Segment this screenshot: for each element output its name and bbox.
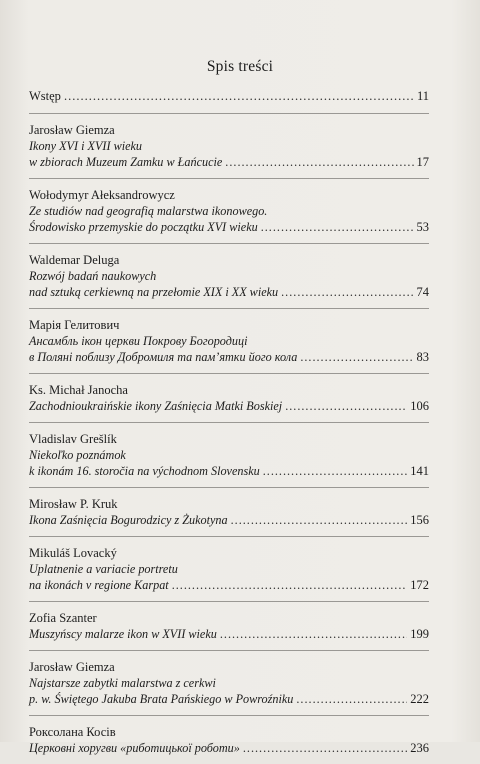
- entry-title-text: Ze studiów nad geografią malarstwa ikonowego.: [29, 204, 268, 218]
- entry-title-text: Zachodnioukraińskie ikony Zaśnięcia Matki Boskiej: [29, 399, 283, 413]
- entry-title-text: Wstęp: [29, 89, 61, 103]
- dot-leader: [261, 219, 414, 235]
- table-of-contents: [29, 88, 429, 764]
- entry-title-text: Ikona Zaśnięcia Bogurodzicy z Żukotyna: [29, 513, 228, 527]
- page-number: 236: [410, 741, 429, 755]
- page-number: 74: [416, 285, 429, 299]
- entry-title-line: [29, 268, 429, 284]
- toc-entry[interactable]: [29, 179, 429, 243]
- entry-title-text: Ikony XVI i XVII wieku: [29, 139, 143, 153]
- entry-title-line: [29, 398, 429, 414]
- page-number: 141: [410, 464, 429, 478]
- toc-entry[interactable]: [29, 651, 429, 715]
- toc-entry[interactable]: [29, 488, 429, 536]
- entry-author: Jarosław Giemza: [29, 660, 115, 674]
- entry-title-line: [29, 447, 429, 463]
- entry-title-line: [29, 740, 429, 756]
- toc-entry[interactable]: [29, 114, 429, 178]
- entry-title-line: [29, 463, 429, 479]
- page-number: 172: [410, 578, 429, 592]
- entry-title-text: Uplatnenie a variacie portretu: [29, 562, 178, 576]
- page-number: 11: [416, 89, 429, 103]
- entry-title-line: [29, 691, 429, 707]
- entry-title-line: [29, 626, 429, 642]
- dot-leader: [263, 463, 408, 479]
- page-number: 83: [416, 350, 429, 364]
- dot-leader: [243, 740, 407, 756]
- page-number: 156: [410, 513, 429, 527]
- toc-entry[interactable]: [29, 244, 429, 308]
- dot-leader: [172, 577, 408, 593]
- entry-title-line: [29, 512, 429, 528]
- entry-title-line: [29, 219, 429, 235]
- page-number: 199: [410, 627, 429, 641]
- entry-author: Wołodymyr Ałeksandrowycz: [29, 188, 175, 202]
- entry-title-text: Церковні хоругви «риботицької роботи»: [29, 741, 240, 755]
- entry-author: Jarosław Giemza: [29, 123, 115, 137]
- entry-author: Mirosław P. Kruk: [29, 497, 118, 511]
- dot-leader: [296, 691, 407, 707]
- entry-title-line: [29, 154, 429, 170]
- entry-title-text: в Поляні поблизу Добромиля та пам’ятки його кола: [29, 350, 298, 364]
- page-number: 106: [410, 399, 429, 413]
- entry-title-text: p. w. Świętego Jakuba Brata Pańskiego w Powroźniku: [29, 692, 294, 706]
- entry-title-text: Rozwój badań naukowych: [29, 269, 157, 283]
- entry-title-text: nad sztuką cerkiewną na przełomie XIX i XX wieku: [29, 285, 279, 299]
- dot-leader: [225, 154, 413, 170]
- entry-title-line: [29, 203, 429, 219]
- entry-title-line: [29, 284, 429, 300]
- entry-author: Марія Гелитович: [29, 318, 120, 332]
- entry-author: Waldemar Deluga: [29, 253, 120, 267]
- dot-leader: [64, 88, 414, 104]
- dot-leader: [220, 626, 407, 642]
- entry-title-text: na ikonách v regione Karpat: [29, 578, 169, 592]
- entry-title-text: w zbiorach Muzeum Zamku w Łańcucie: [29, 155, 223, 169]
- dot-leader: [281, 284, 413, 300]
- toc-entry[interactable]: [29, 374, 429, 422]
- toc-entry[interactable]: [29, 423, 429, 487]
- toc-entry[interactable]: [29, 309, 429, 373]
- toc-entry[interactable]: [29, 537, 429, 601]
- dot-leader: [300, 349, 413, 365]
- entry-title-text: Muszyńscy malarze ikon w XVII wieku: [29, 627, 217, 641]
- entry-title-line: [29, 138, 429, 154]
- entry-title-text: Ансамбль ікон церкви Покрову Богородиці: [29, 334, 248, 348]
- toc-entry[interactable]: [29, 88, 429, 113]
- entry-author: Роксолана Косів: [29, 725, 116, 739]
- page-number: 222: [410, 692, 429, 706]
- entry-title-text: Najstarsze zabytki malarstwa z cerkwi: [29, 676, 216, 690]
- entry-title-text: k ikonám 16. storočia na východnom Slovensku: [29, 464, 260, 478]
- entry-title-line: [29, 577, 429, 593]
- entry-author: Vladislav Grešlík: [29, 432, 117, 446]
- entry-title-text: Niekoľko poznámok: [29, 448, 126, 462]
- page-title: Spis treści: [206, 58, 274, 75]
- entry-title-text: Środowisko przemyskie do początku XVI wieku: [29, 220, 258, 234]
- dot-leader: [231, 512, 408, 528]
- toc-entry[interactable]: [29, 716, 429, 764]
- dot-leader: [285, 398, 407, 414]
- entry-title-line: [29, 349, 429, 365]
- entry-title-line: [29, 88, 429, 104]
- entry-title-line: [29, 333, 429, 349]
- entry-title-line: [29, 675, 429, 691]
- page-number: 53: [416, 220, 429, 234]
- entry-title-line: [29, 561, 429, 577]
- entry-author: Mikuláš Lovacký: [29, 546, 117, 560]
- toc-entry[interactable]: [29, 602, 429, 650]
- page-number: 17: [416, 155, 429, 169]
- entry-author: Zofia Szanter: [29, 611, 97, 625]
- entry-author: Ks. Michał Janocha: [29, 383, 128, 397]
